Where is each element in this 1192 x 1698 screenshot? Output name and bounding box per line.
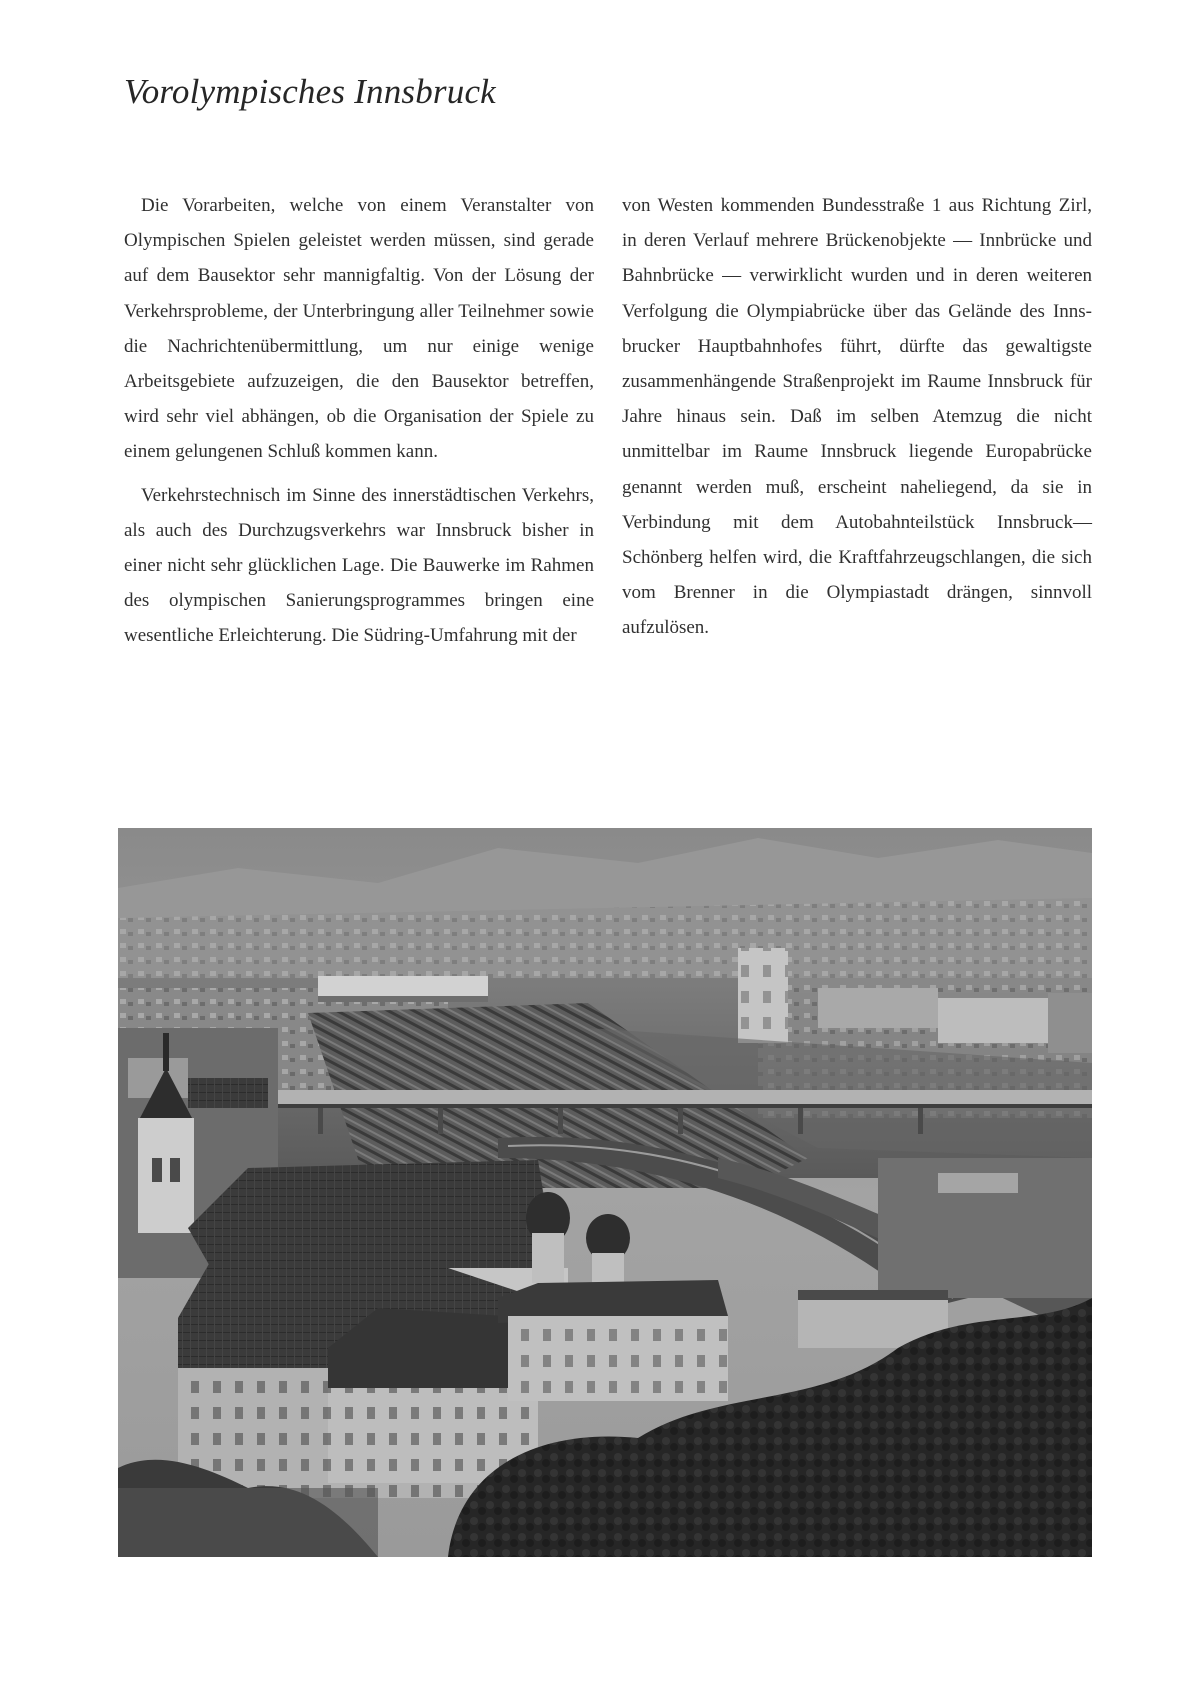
- aerial-photo-illustration: [118, 828, 1092, 1557]
- paragraph-road-projects: von Westen kommenden Bundesstraße 1 aus Richtung Zirl, in deren Verlauf mehrere Brückenobjekte — Innbrücke und Bahnbrücke — verwirklicht wurden und in deren weiteren Verfolgung die Olympiabrücke über das Gelände des Innsbrucker Hauptbahnhofes führt, dürfte das gewaltigste zusammenhängende Straßenprojekt im Raume Innsbruck für Jahre hinaus sein. Daß im selben Atemzug die nicht unmittelbar im Raume Innsbruck liegende Europabrücke genannt werden muß, erscheint naheliegend, da sie in Verbindung mit dem Autobahnteilstück Innsbruck—Schönberg helfen wird, die Kraftfahrzeugschlangen, die sich vom Brenner in die Olympiastadt drängen, sinnvoll aufzulösen.: [622, 195, 1092, 639]
- paragraph-traffic: Verkehrstechnisch im Sinne des innerstädtischen Verkehrs, als auch des Durchzugsverkehrs war Innsbruck bisher in einer nicht sehr glücklichen Lage. Die Bauwerke im Rahmen des olympischen Sanierungsprogrammes bringen eine wesentliche Erleichterung. Die Südring-Umfahrung mit der: [124, 484, 594, 647]
- page-title: Vorolympisches Innsbruck: [124, 72, 496, 111]
- aerial-photo: [118, 828, 1092, 1557]
- article-left-column: [124, 188, 594, 654]
- article-right-column: [622, 188, 1092, 646]
- paragraph-intro: Die Vorarbeiten, welche von einem Veranstalter von Olympischen Spielen geleistet werden müssen, sind gerade auf dem Bausektor sehr mannigfaltig. Von der Lösung der Verkehrsprobleme, der Unterbringung aller Teilnehmer sowie die Nachrichtenübermittlung, um nur einige wenige Arbeitsgebiete aufzuzeigen, die den Bausektor betreffen, wird sehr viel abhängen, ob die Organisation der Spiele zu einem gelungenen Schluß kommen kann.: [124, 195, 594, 463]
